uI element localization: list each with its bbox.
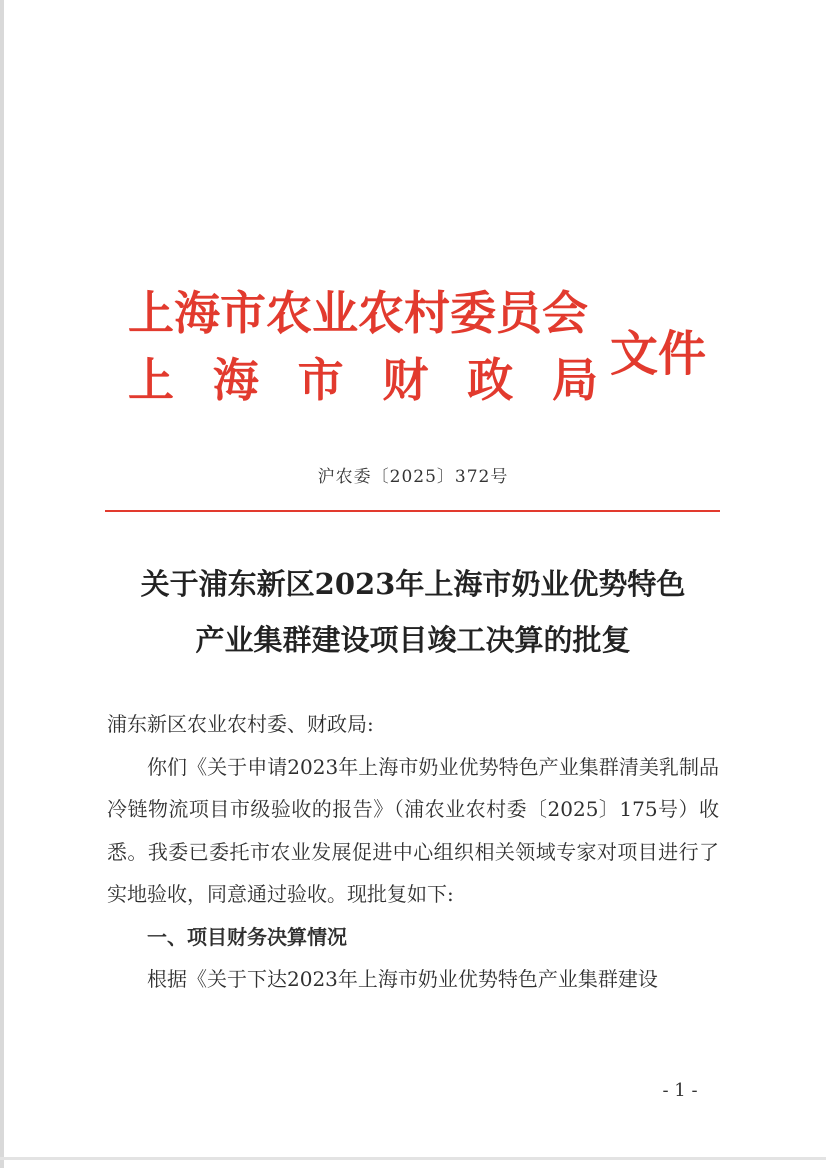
body-paragraph: 根据《关于下达2023年上海市奶业优势特色产业集群建设: [147, 967, 658, 991]
issuer-char: 市: [297, 353, 344, 407]
title-line-1: 关于浦东新区2023年上海市奶业优势特色: [140, 567, 686, 601]
document-suffix: 文件: [610, 326, 707, 382]
document-title: [90, 556, 736, 668]
issuer-agriculture-committee: 上海市农业农村委员会: [128, 286, 588, 340]
page-number: - 1 -: [662, 1080, 698, 1101]
issuer-char: 局: [551, 353, 598, 407]
issuer-char: 财: [382, 353, 429, 407]
scan-left-edge: [0, 0, 4, 1168]
issuer-char: 上: [128, 353, 174, 407]
issuer-char: 政: [467, 353, 514, 407]
issuer-char: 海: [212, 353, 259, 407]
addressee: 浦东新区农业农村委、财政局:: [107, 712, 374, 736]
body-paragraph: 你们《关于申请2023年上海市奶业优势特色产业集群清美乳制品冷链物流项目市级验收的报告》（浦农业农村委〔2025〕175号）收悉。我委已委托市农业发展促进中心组织相关领域专家对项目进行了实地验收，同意通过验收。现批复如下:: [107, 754, 719, 906]
title-line-2: 产业集群建设项目竣工决算的批复: [195, 623, 631, 657]
red-divider-line: [105, 510, 720, 512]
section-heading: 一、项目财务决算情况: [147, 924, 347, 949]
document-number: 沪农委〔2025〕372号: [317, 467, 509, 487]
document-body: [107, 703, 719, 1001]
scan-bottom-edge: [0, 1157, 826, 1160]
issuer-finance-bureau: [128, 352, 598, 408]
